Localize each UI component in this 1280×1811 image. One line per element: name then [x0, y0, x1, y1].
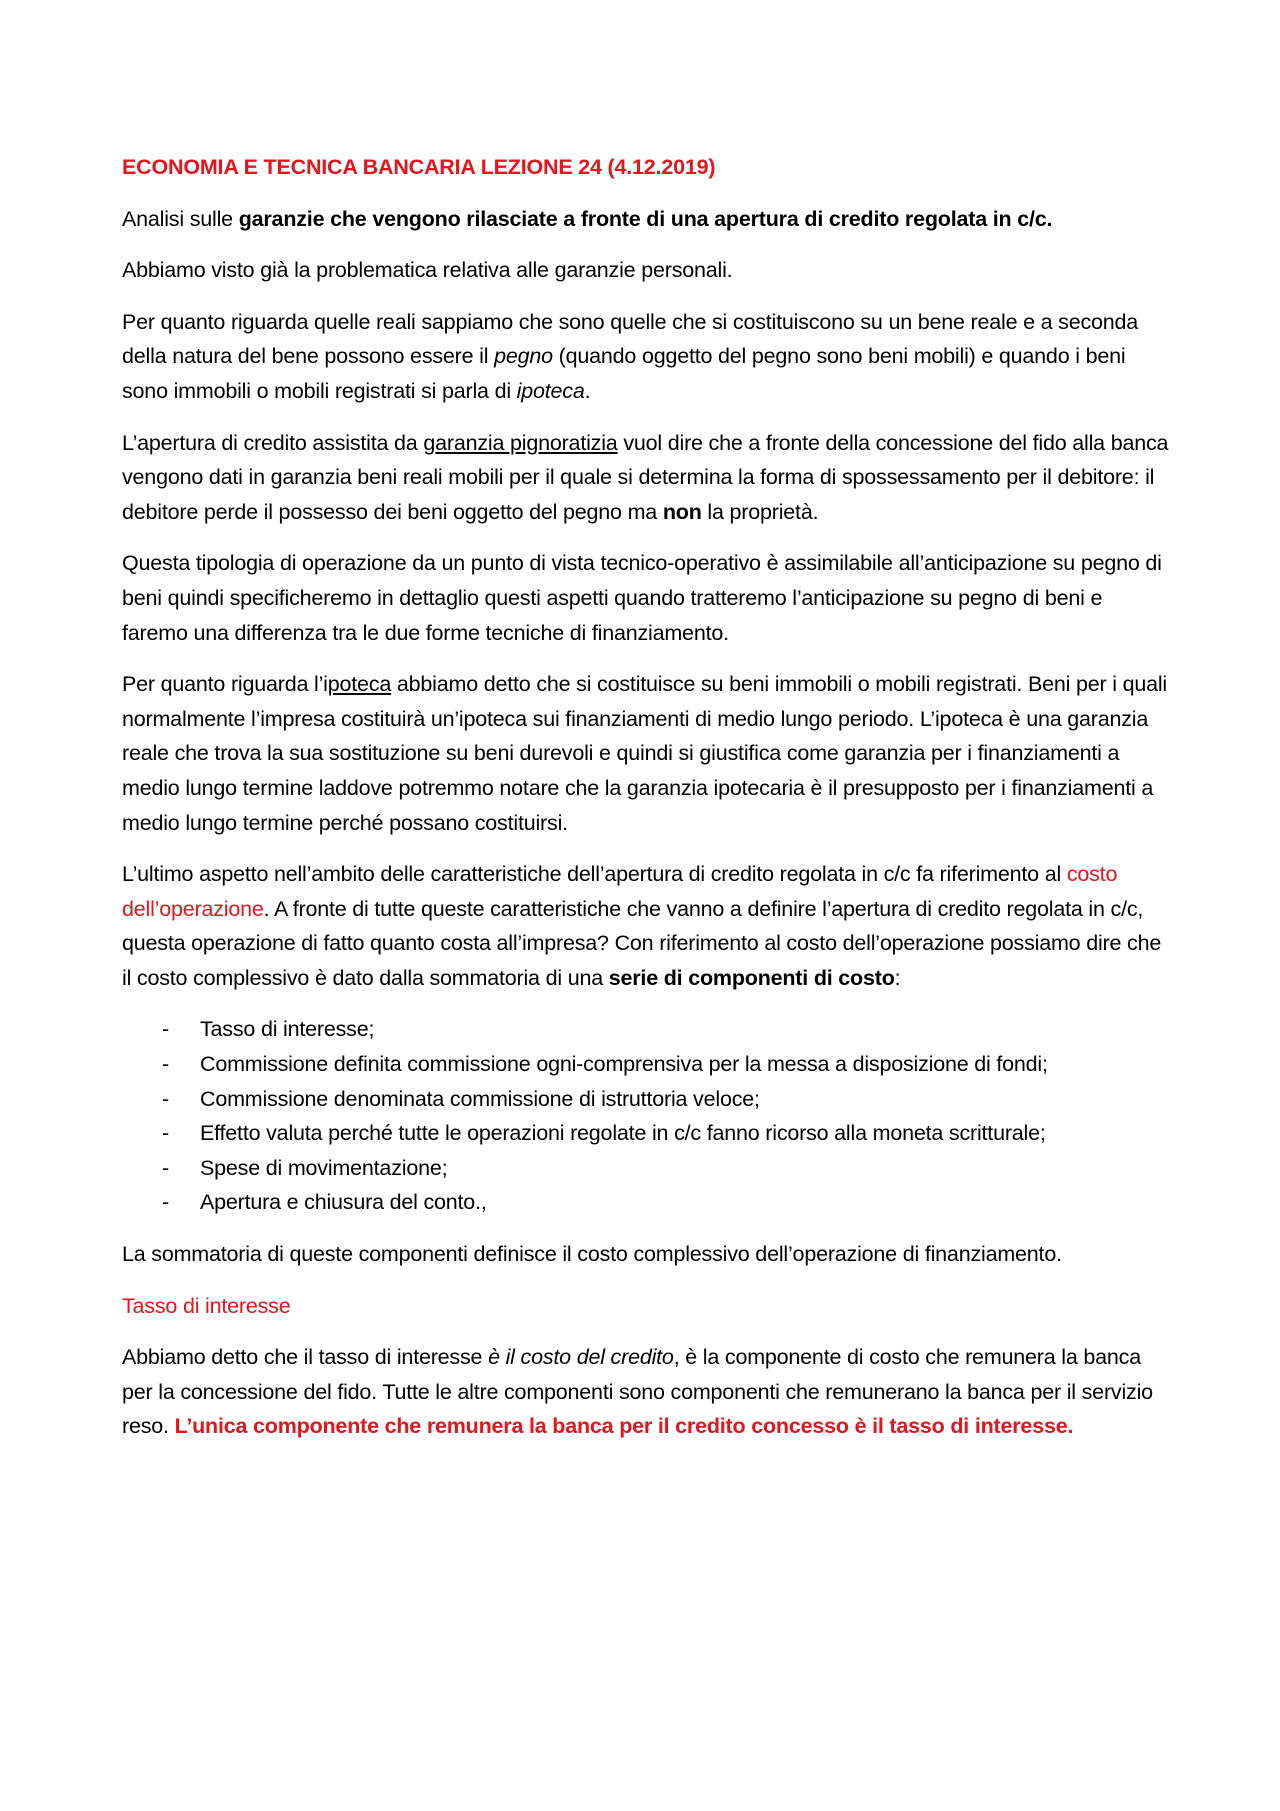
text-run: L’apertura di credito assistita da: [122, 430, 424, 455]
text-run: :: [894, 965, 901, 990]
dash-marker: -: [162, 1052, 169, 1077]
paragraph-personal-guarantees: Abbiamo visto già la problematica relativa alle garanzie personali.: [122, 258, 733, 283]
intro-bold-text: garanzie che vengono rilasciate a fronte di una apertura di credito regolata in c/c.: [238, 206, 1053, 231]
list-item-text: Commissione denominata commissione di istruttoria veloce;: [200, 1086, 760, 1111]
dash-marker: -: [162, 1190, 169, 1215]
list-item: [122, 1151, 1172, 1186]
list-item-text: Spese di movimentazione;: [200, 1155, 448, 1180]
section-heading-tasso: Tasso di interesse: [122, 1293, 291, 1318]
italic-pegno: pegno: [494, 344, 553, 369]
text-run: Per quanto riguarda quelle reali sappiamo che sono quelle che si costituiscono su un bene reale e a seconda della natura del bene possono essere il: [122, 309, 1139, 369]
list-item-text: Commissione definita commissione ogni-comprensiva per la messa a disposizione di fondi;: [200, 1052, 1048, 1077]
cost-components-list: [122, 1012, 1172, 1220]
list-item: [122, 1116, 1172, 1151]
paragraph-real-guarantees: [122, 305, 1172, 409]
dash-marker: -: [162, 1017, 169, 1042]
bold-non: non: [662, 499, 702, 524]
red-costo-operazione: costo dell’operazione: [122, 862, 1118, 921]
dash-marker: -: [162, 1121, 169, 1146]
list-item: [122, 1012, 1172, 1047]
underlined-garanzia-pignoratizia: garanzia pignoratizia: [423, 430, 618, 455]
paragraph-operation-type: Questa tipologia di operazione da un punto di vista tecnico-operativo è assimilabile all’anticipazione su pegno di beni quindi specificheremo in dettaglio questi aspetti quando tratteremo l’anticipazione su pegno di beni e faremo una differenza tra le due forme tecniche di finanziamento.: [122, 551, 1162, 645]
bold-serie-componenti: serie di componenti di costo: [608, 965, 895, 990]
document-page: [122, 150, 1172, 1461]
text-run: Per quanto riguarda l’i: [122, 672, 328, 697]
list-item: [122, 1185, 1172, 1220]
paragraph-mortgage: [122, 667, 1172, 840]
text-run: abbiamo detto che si costituisce su beni immobili o mobili registrati. Beni per i quali normalmente l’impresa costituirà un’ipoteca sui finanziamenti di medio lungo periodo. L’ipoteca è una garanzia reale che trova la sua sostituzione su beni durevoli e quindi si giustifica come garanzia per i finanziamenti a medio lungo termine laddove potremmo notare che la garanzia ipotecaria è il presupposto per i finanziamenti a medio lungo termine perché possano costituirsi.: [122, 672, 1167, 835]
dash-marker: -: [162, 1155, 169, 1180]
italic-costo-credito: è il costo del credito: [488, 1345, 674, 1370]
intro-text: Analisi sulle: [122, 206, 239, 231]
italic-ipoteca: ipoteca: [516, 378, 585, 403]
underlined-poteca: poteca: [327, 672, 392, 697]
text-run: . A fronte di tutte queste caratteristiche che vanno a definire l’apertura di credito regolata in c/c, questa operazione di fatto quanto costa all’impresa? Con riferimento al costo dell’operazione possiamo dire che il costo complessivo è dato dalla sommatoria di una: [122, 896, 1162, 990]
text-run: , è la componente di costo che remunera la banca per la concessione del fido. Tutte le altre componenti sono componenti che remunerano la banca per il servizio reso.: [122, 1345, 1153, 1439]
list-item-text: Effetto valuta perché tutte le operazioni regolate in c/c fanno ricorso alla moneta scritturale;: [200, 1121, 1046, 1146]
paragraph-cost: [122, 857, 1172, 995]
text-run: (quando oggetto del pegno sono beni mobili) e quando i beni sono immobili o mobili registrati si parla di: [122, 344, 1126, 403]
text-run: vuol dire che a fronte della concessione del fido alla banca vengono dati in garanzia beni reali mobili per il quale si determina la forma di spossessamento per il debitore: il debitore perde il possesso dei beni oggetto del pegno ma: [122, 430, 1169, 524]
list-item-text: Apertura e chiusura del conto.,: [200, 1190, 487, 1215]
paragraph-pledge: [122, 426, 1172, 530]
document-title: ECONOMIA E TECNICA BANCARIA LEZIONE 24 (4.12.2019): [122, 155, 716, 179]
text-run: L’ultimo aspetto nell’ambito delle caratteristiche dell’apertura di credito regolata in c/c fa riferimento al: [122, 862, 1067, 887]
paragraph-interest-rate: [122, 1340, 1172, 1444]
paragraph-sum: La sommatoria di queste componenti definisce il costo complessivo dell’operazione di finanziamento.: [122, 1242, 1062, 1267]
list-item-text: Tasso di interesse;: [200, 1017, 375, 1042]
text-run: .: [584, 378, 591, 403]
dash-marker: -: [162, 1086, 169, 1111]
list-item: [122, 1047, 1172, 1082]
list-item: [122, 1082, 1172, 1117]
red-bold-conclusion: L’unica componente che remunera la banca per il credito concesso è il tasso di interesse.: [174, 1414, 1074, 1439]
text-run: la proprietà.: [701, 499, 819, 524]
text-run: Abbiamo detto che il tasso di interesse: [122, 1345, 489, 1370]
paragraph-intro: [122, 202, 1172, 237]
